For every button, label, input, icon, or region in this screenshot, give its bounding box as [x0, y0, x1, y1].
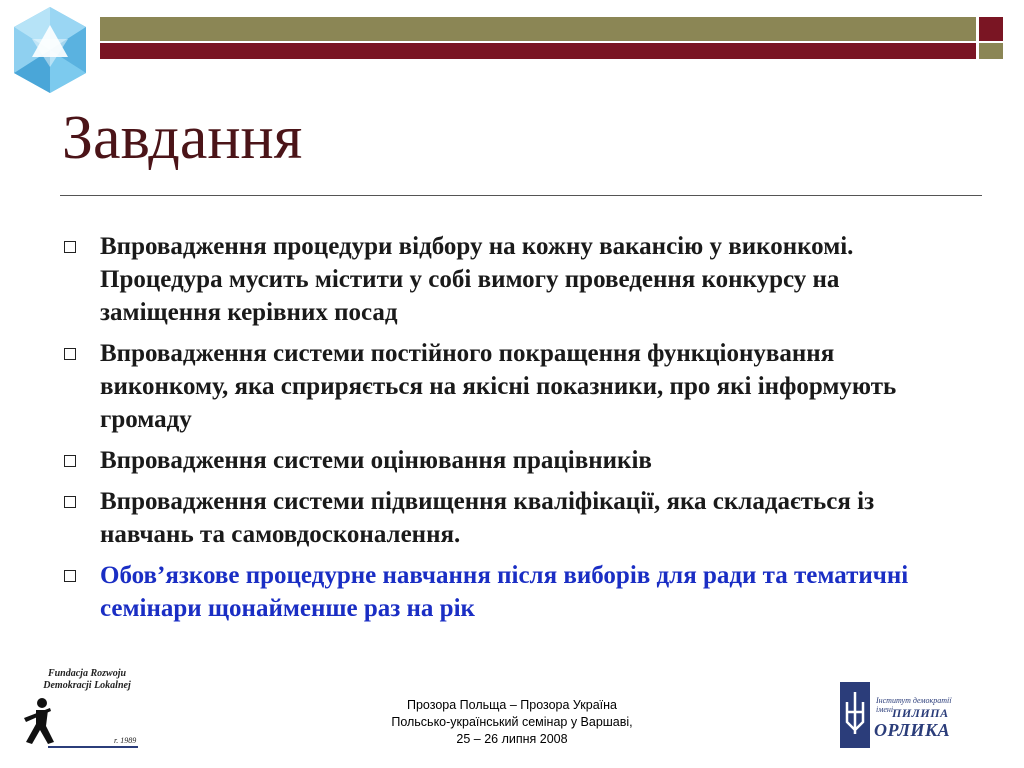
footer-line3: 25 – 26 липня 2008 [456, 732, 568, 746]
header-bar-maroon [100, 43, 976, 59]
bullet-item-highlighted [62, 559, 962, 625]
bullet-text: Впровадження системи постійного покращення функціонування виконкому, яка сприряється на якісні показники, про які інформують громаду [100, 340, 897, 433]
square-bullet-icon [64, 348, 76, 360]
header-square-olive [979, 43, 1003, 59]
footer-logo-frdl [18, 668, 143, 748]
square-bullet-icon [64, 455, 76, 467]
bullet-text: Впровадження системи підвищення кваліфікації, яка складається із навчань та самовдосконалення. [100, 488, 875, 548]
footer-logo-orlyk-institute [840, 682, 970, 748]
square-bullet-icon [64, 241, 76, 253]
header-square-maroon [979, 17, 1003, 41]
frdl-line2: Demokracji Lokalnej [43, 680, 131, 691]
square-bullet-icon [64, 496, 76, 508]
bullet-text: Впровадження процедури відбору на кожну вакансію у виконкомі. Процедура мусить містити у собі вимогу проведення конкурсу на заміщення керівних посад [100, 233, 854, 326]
bullet-text: Обов’язкове процедурне навчання після виборів для ради та тематичні семінари щонайменше раз на рік [100, 562, 909, 622]
footer-line1: Прозора Польща – Прозора Україна [406, 698, 618, 712]
orlyk-caption-line2: імені [876, 705, 894, 714]
orlyk-emblem-icon [840, 682, 870, 748]
hexagon-logo-icon [10, 5, 90, 95]
frdl-logo-text [32, 668, 142, 692]
orlyk-name-line1: ПИЛИПА [892, 706, 949, 720]
frdl-underline [48, 746, 138, 748]
bullet-item [62, 230, 962, 329]
slide-title: Завдання [62, 104, 303, 172]
bullet-text: Впровадження системи оцінювання працівників [100, 447, 652, 474]
running-figure-icon [20, 696, 60, 746]
footer-event-info [300, 697, 724, 748]
bullet-list [62, 230, 962, 633]
frdl-line1: Fundacja Rozwoju [47, 668, 127, 679]
title-divider [60, 195, 982, 196]
orlyk-caption-line1: Інститут демократії [876, 696, 952, 705]
bullet-item [62, 444, 962, 477]
header-bar-olive [100, 17, 976, 41]
bullet-item [62, 337, 962, 436]
orlyk-name-line2: ОРЛИКА [874, 720, 951, 740]
square-bullet-icon [64, 570, 76, 582]
frdl-year: r. 1989 [114, 736, 137, 745]
footer-line2: Польсько-український семінар у Варшаві, [391, 715, 633, 729]
bullet-item [62, 485, 962, 551]
